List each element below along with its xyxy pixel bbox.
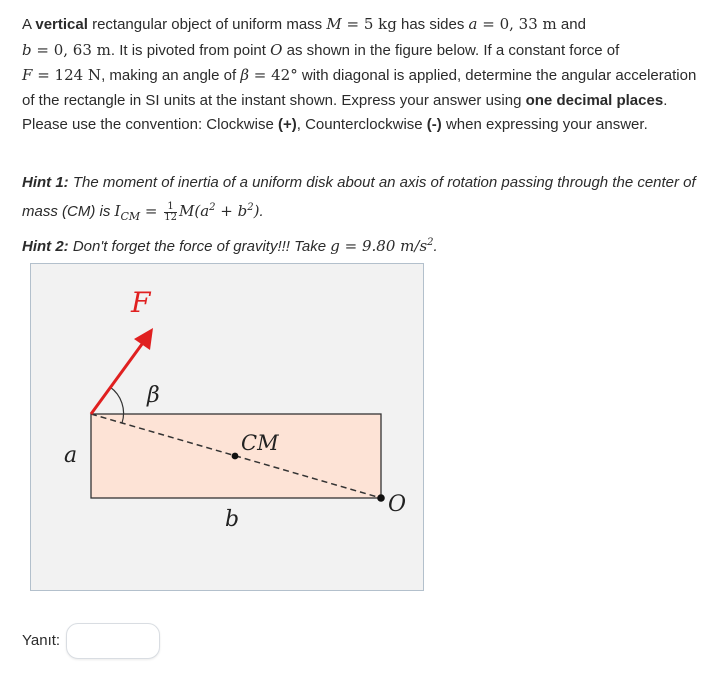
hint-2-label: Hint 2: bbox=[22, 238, 69, 255]
label-f: F bbox=[131, 286, 151, 319]
label-o: O bbox=[388, 492, 407, 517]
answer-input[interactable] bbox=[66, 623, 160, 659]
force-arrow-shaft bbox=[91, 340, 145, 414]
label-beta: β bbox=[147, 383, 160, 408]
fraction-one-twelfth: $\frac{1}{12}$ bbox=[164, 200, 177, 223]
answer-label: Yanıt: bbox=[22, 632, 61, 649]
label-cm: CM bbox=[241, 431, 279, 455]
emphasis-decimals: one decimal places bbox=[525, 91, 664, 109]
problem-figure bbox=[30, 263, 424, 591]
pivot-point-o bbox=[377, 494, 385, 502]
hint-2: Hint 2: Don't forget the force of gravity!!! Take g = 9.80 $m/s^2$. bbox=[22, 237, 438, 255]
figure-diagram bbox=[31, 264, 423, 590]
hint-1: Hint 1: The moment of inertia of a uniform disk about an axis of rotation passing through the center of mass (CM) is $I_{CM}$ = $\frac{1}{12}$ $M(a^2 + b^2)$. bbox=[22, 174, 696, 223]
question-text: A vertical rectangular object of uniform mass M = 5 kg has sides a = 0, 33 m and b = 0, 63 m. It is pivoted from point O as shown in the figure below. If a constant force of F = 124 N, making an angle of β = 42° with diagonal is applied, determine the angular acceleration of the rectangle in SI units at the instant shown. Express your answer using one decimal places. Please use the convention: Clockwise (+), Counterclockwise (-) when expressing your answer. bbox=[22, 15, 697, 134]
emphasis-vertical: vertical bbox=[35, 16, 88, 33]
label-a: a bbox=[64, 443, 78, 468]
label-b: b bbox=[225, 507, 240, 532]
cm-point bbox=[232, 453, 239, 460]
hint-1-label: Hint 1: bbox=[22, 174, 69, 191]
force-arrow-head bbox=[134, 328, 153, 350]
